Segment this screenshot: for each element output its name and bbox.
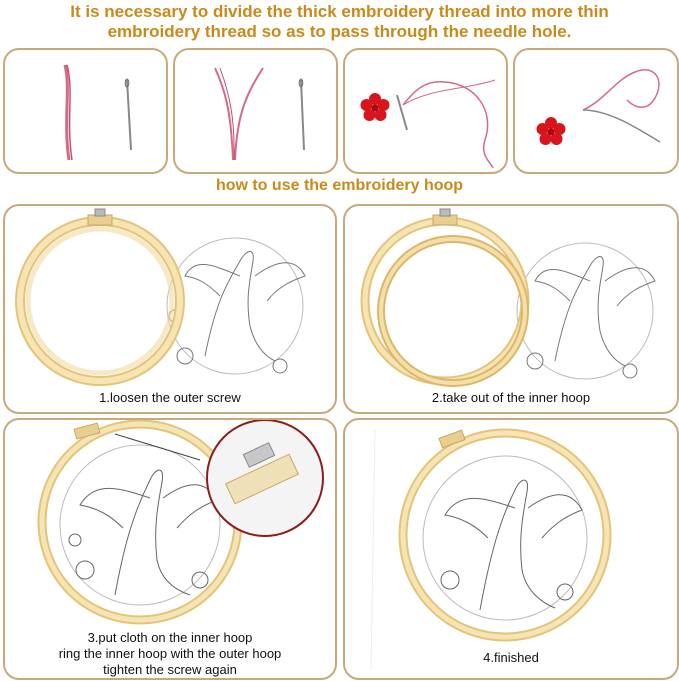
screw-closeup-icon <box>207 420 323 536</box>
thread-panel-4 <box>513 48 679 174</box>
hoop-subtitle: how to use the embroidery hoop <box>215 177 464 194</box>
step-panel-3 <box>3 418 337 680</box>
hoop-finished-illustration <box>345 420 677 678</box>
header-line-1: It is necessary to divide the thick embroidery thread into more thin <box>70 2 609 21</box>
red-bead-flower-icon <box>537 117 566 145</box>
dragon-pattern-icon <box>517 243 655 379</box>
red-bead-flower-icon <box>361 93 390 121</box>
hoop-separate-illustration <box>345 206 677 412</box>
hoop-loosen-illustration <box>5 206 335 412</box>
threading-needle-illustration <box>345 50 506 172</box>
dragon-pattern-icon <box>60 445 220 605</box>
step-4-caption: 4.finished <box>483 650 539 665</box>
step-panel-4 <box>343 418 679 680</box>
step-3-caption-line-2: ring the inner hoop with the outer hoop <box>58 646 282 661</box>
thread-panel-1 <box>3 48 168 174</box>
header-line-2: embroidery thread so as to pass through the needle hole. <box>107 22 572 41</box>
step-3-caption-line-3: tighten the screw again <box>103 662 237 677</box>
split-thread-illustration <box>175 50 336 172</box>
step-3-caption-line-1: 3.put cloth on the inner hoop <box>87 630 253 645</box>
step-panel-2 <box>343 204 679 414</box>
step-1-caption: 1.loosen the outer screw <box>99 390 241 405</box>
step-2-caption: 2.take out of the inner hoop <box>431 390 591 405</box>
thread-panel-2 <box>173 48 338 174</box>
thread-and-needle-illustration <box>5 50 166 172</box>
step-panel-1 <box>3 204 337 414</box>
dragon-pattern-icon <box>423 456 587 620</box>
thread-panel-3 <box>343 48 508 174</box>
dragon-pattern-icon <box>167 238 305 374</box>
knotted-thread-illustration <box>515 50 677 172</box>
